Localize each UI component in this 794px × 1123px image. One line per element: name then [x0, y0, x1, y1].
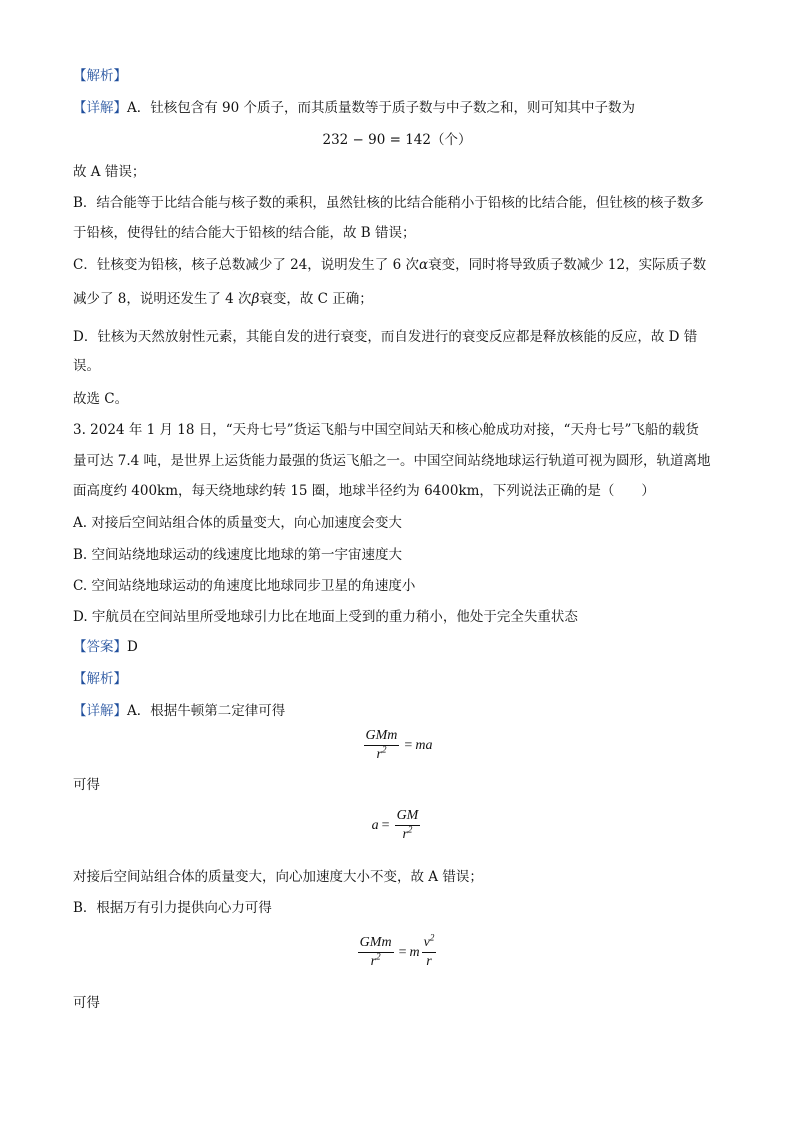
equation-acceleration: a = $\frac{GM}{r^2}$ — [371, 808, 419, 842]
a-conclusion: 故 A 错误； — [73, 164, 146, 180]
answer-line — [73, 637, 138, 657]
answer-tag: 【答案】 — [73, 639, 127, 655]
question-3-line-1: 3. 2024 年 1 月 18 日，“天舟七号”货运飞船与中国空间站天和核心舱成功对接，“天舟七号”飞船的载货 — [73, 422, 699, 438]
analysis-tag-2: 【解析】 — [73, 671, 127, 687]
answer-choice-line: 故选 C。 — [73, 391, 129, 407]
analysis-tag-1: 【解析】 — [73, 68, 127, 84]
d-line-2: 误。 — [73, 358, 100, 374]
equation-newton-second-law: $\frac{\text{GMm}}{r^2}$ = ma — [365, 728, 433, 762]
alpha-symbol: α — [418, 257, 429, 273]
question-3-line-3: 面高度约 400km，每天绕地球约转 15 圈，地球半径约为 6400km，下列说法正确的是（ ） — [73, 483, 655, 499]
detail-line-2: 【详解】A．根据牛顿第二定律可得 — [73, 703, 286, 719]
d-line-1: D．钍核为天然放射性元素，其能自发的进行衰变，而自发进行的衰变反应都是释放核能的反应，故 D 错 — [73, 329, 698, 345]
equation-gravitation-centripetal: $\frac{\text{GMm}}{r^2}$ = m $\frac{v^2}{r}$ — [359, 932, 435, 969]
question-3-line-2: 量可达 7.4 吨，是世界上运货能力最强的货运飞船之一。中国空间站绕地球运行轨道可视为圆形，轨道离地 — [73, 453, 711, 469]
neutron-equation: 232 − 90 = 142（个） — [322, 132, 472, 148]
option-c: C. 空间站绕地球运动的角速度比地球同步卫星的角速度小 — [73, 578, 416, 594]
c-line-1: C．钍核变为铅核，核子总数减少了 24，说明发生了 6 次α衰变，同时将导致质子数减少 12，实际质子数 — [73, 257, 707, 273]
b-line-2: 于铅核，使得钍的结合能大于铅核的结合能，故 B 错误； — [73, 225, 416, 241]
beta-symbol: β — [251, 291, 260, 307]
b-line-1: B．结合能等于比结合能与核子数的乘积，虽然钍核的比结合能稍小于铅核的比结合能，但钍核的核子数多 — [73, 195, 704, 211]
detail-line-a: 【详解】A．钍核包含有 90 个质子，而其质量数等于质子数与中子数之和，则可知其中子数为 — [73, 100, 636, 116]
answer-value: D — [127, 639, 138, 655]
derive-line-1: 可得 — [73, 777, 100, 793]
c-line-2: 减少了 8，说明还发生了 4 次β衰变，故 C 正确； — [73, 291, 373, 307]
option-a: A. 对接后空间站组合体的质量变大，向心加速度会变大 — [73, 515, 402, 531]
detail-tag-1: 【详解】 — [73, 100, 127, 116]
derive-line-2: 可得 — [73, 995, 100, 1011]
a-option-conclusion: 对接后空间站组合体的质量变大，向心加速度大小不变，故 A 错误； — [73, 869, 483, 885]
detail-tag-2: 【详解】 — [73, 703, 127, 719]
option-d: D. 宇航员在空间站里所受地球引力比在地面上受到的重力稍小，他处于完全失重状态 — [73, 609, 578, 625]
b-analysis-line: B．根据万有引力提供向心力可得 — [73, 900, 272, 916]
option-b: B. 空间站绕地球运动的线速度比地球的第一宇宙速度大 — [73, 547, 403, 563]
